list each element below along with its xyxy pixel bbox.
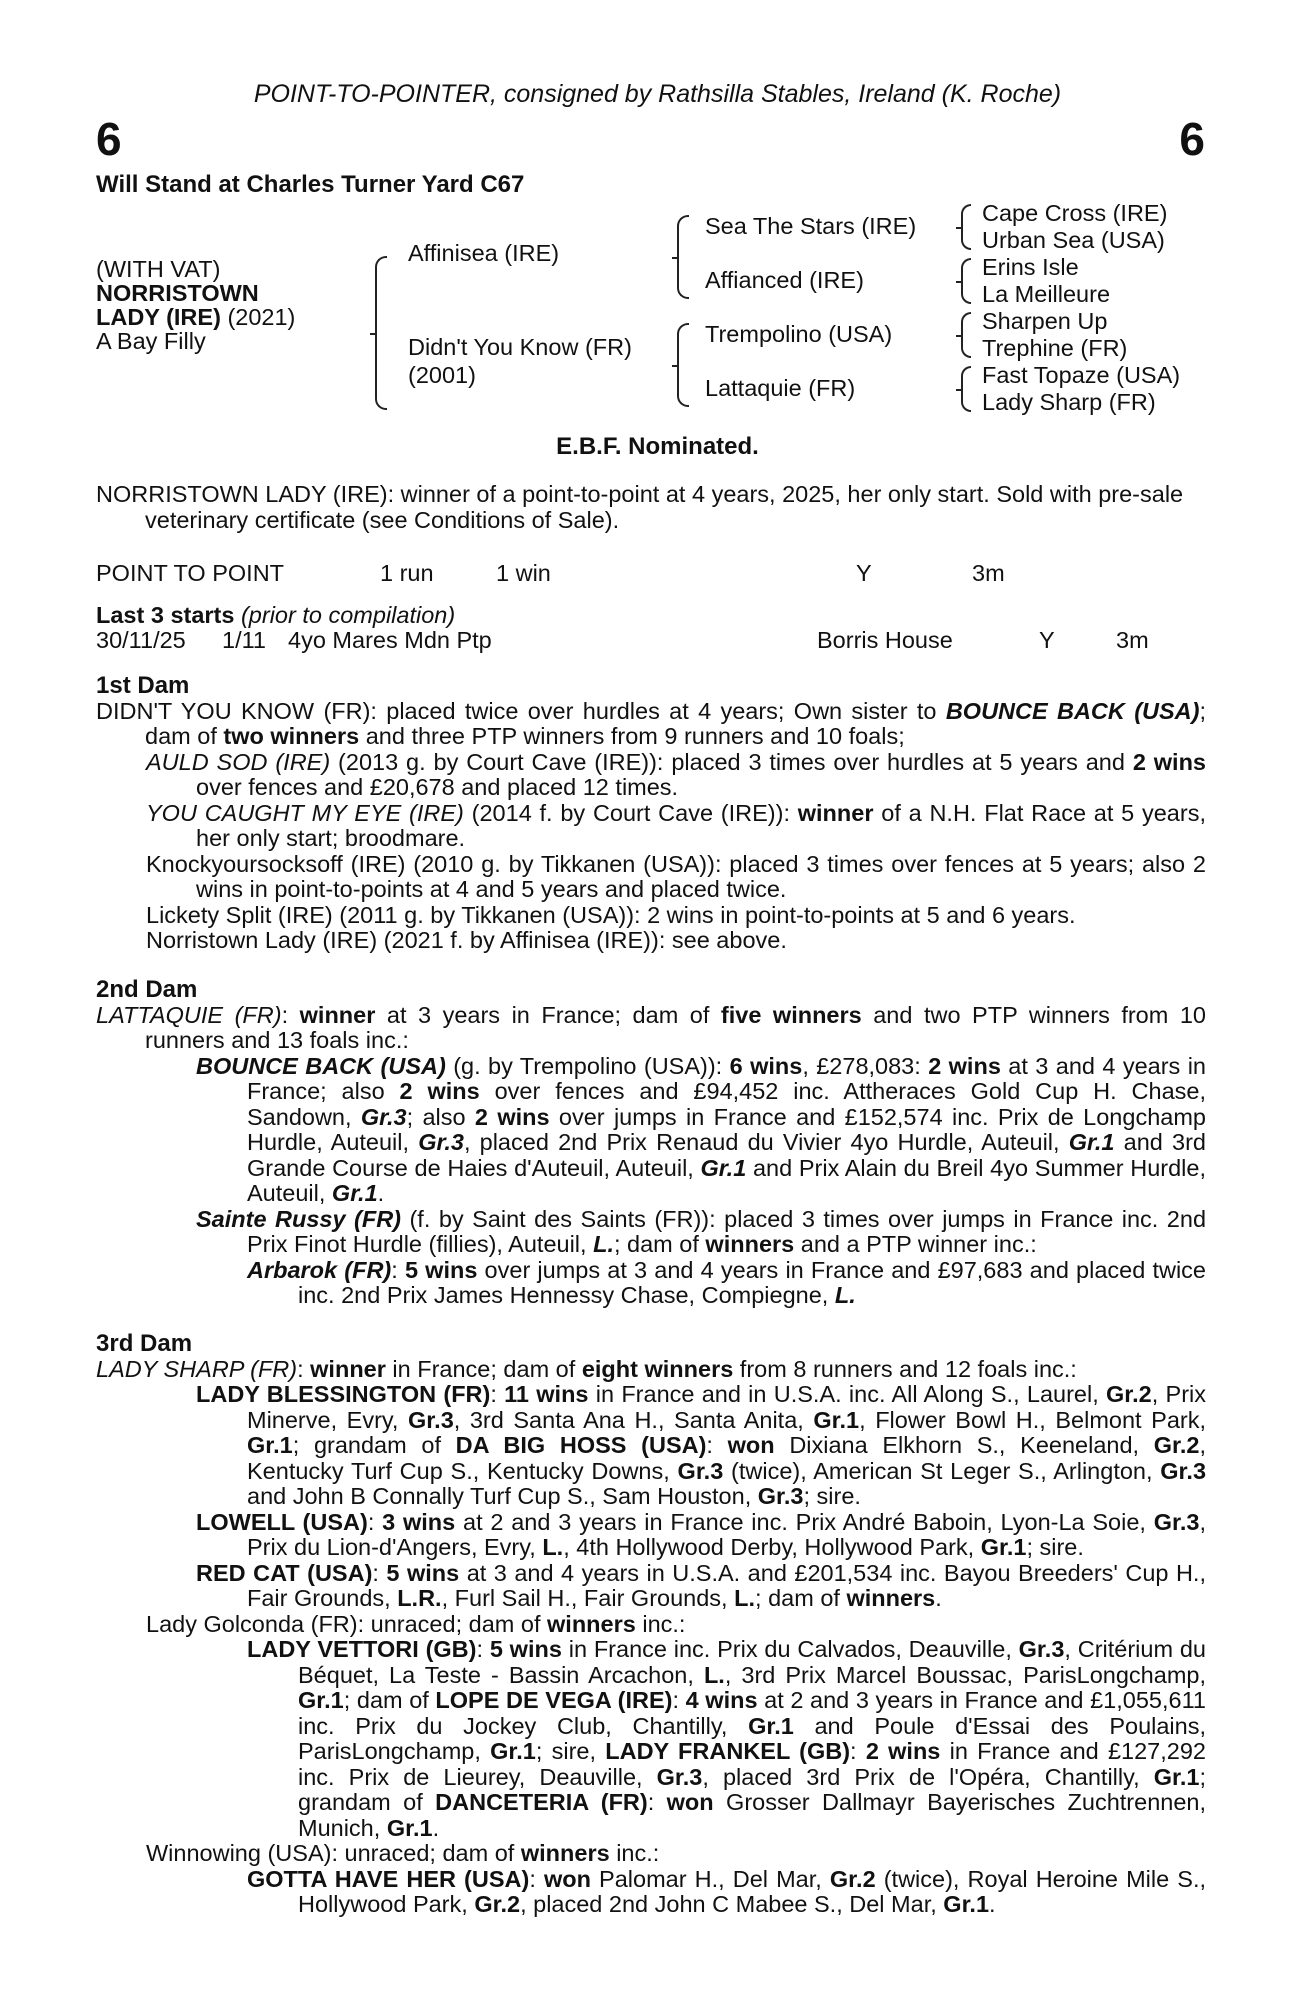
text: Gr.3 (656, 1763, 703, 1790)
produce-entry (96, 801, 1206, 852)
text: . (432, 1814, 440, 1841)
text: (twice), Royal Heroine Mile S., Hollywood Park, (298, 1865, 1206, 1917)
pedigree-brace-sire (677, 215, 689, 299)
text: and Prix Alain du Breil 4yo Summer Hurdle, Auteuil, (247, 1154, 1206, 1206)
text: 2 wins (865, 1738, 941, 1764)
text: , placed 2nd John C Mabee S., Del Mar, (520, 1891, 944, 1917)
pedigree-brace-g4 (961, 366, 971, 412)
third-dam-section (96, 1331, 1206, 1918)
text: , Critérium du Béquet, La Teste - Bassin Arcachon, (298, 1636, 1206, 1688)
text: 3 wins (382, 1508, 456, 1535)
text: : (490, 1381, 505, 1407)
stand-location: Will Stand at Charles Turner Yard C67 (96, 171, 525, 198)
text: two winners (223, 723, 360, 749)
text: : (476, 1636, 490, 1662)
last-start-position: 1/11 (222, 627, 266, 653)
text: : (281, 1001, 300, 1028)
text: Gr.1 (1068, 1129, 1115, 1155)
text: winners (705, 1231, 795, 1257)
dam-dam-name: Lattaquie (FR) (705, 375, 856, 401)
second-dam-section (96, 977, 1206, 1309)
text: Gr.1 (331, 1180, 378, 1206)
horse-year: (2021) (227, 304, 296, 330)
record-runs: 1 run (380, 560, 434, 586)
text: Gr.1 (386, 1814, 433, 1841)
text: : (529, 1865, 544, 1892)
text: L. (834, 1282, 856, 1308)
text: L. (593, 1231, 614, 1257)
text: , 4th Hollywood Derby, Hollywood Park, (563, 1534, 981, 1560)
text: inc.: (635, 1610, 686, 1637)
horse-name-line1: NORRISTOWN (96, 280, 259, 306)
text: and Poule d'Essai des Poulains, ParisLongchamp, (298, 1712, 1206, 1764)
text: from 8 runners and 12 foals inc.: (733, 1355, 1077, 1382)
text: (2013 g. by Court Cave (IRE)): placed 3 times over hurdles at 5 years and (330, 748, 1133, 775)
record-distance: 3m (972, 560, 1005, 586)
pedigree-brace-dam (677, 323, 689, 407)
text: L. (542, 1534, 564, 1560)
text: 4 wins (685, 1687, 758, 1713)
text: winner (310, 1355, 386, 1382)
text: ; dam of (613, 1231, 706, 1257)
pedigree-brace-g1 (961, 204, 971, 250)
ancestor-g5: Sharpen Up (982, 308, 1108, 334)
text: : (297, 1355, 311, 1382)
text: winner (299, 1001, 376, 1028)
text: LADY FRANKEL (GB) (605, 1738, 851, 1764)
last-starts-heading (96, 602, 455, 629)
text: LADY BLESSINGTON (FR) (196, 1381, 491, 1407)
produce-entry (96, 1510, 1206, 1561)
ancestor-g6: Trephine (FR) (982, 335, 1128, 361)
text: Arbarok (FR) (247, 1256, 392, 1283)
produce-entry (96, 1382, 1206, 1510)
text: at 3 and 4 years in France; also (247, 1052, 1206, 1104)
text: won (543, 1865, 591, 1892)
produce-entry: Norristown Lady (IRE) (2021 f. by Affinisea (IRE)): see above. (146, 927, 787, 953)
text: GOTTA HAVE HER (USA) (247, 1865, 530, 1892)
text: Gr.2 (829, 1865, 876, 1892)
first-dam-heading: 1st Dam (96, 672, 190, 699)
second-dam-entry (96, 1003, 1206, 1054)
dam-sire-name: Trempolino (USA) (705, 321, 893, 347)
produce-entry (96, 1841, 1206, 1867)
produce-entry (96, 1867, 1206, 1918)
text: (twice), American St Leger S., Arlington, (723, 1457, 1161, 1484)
text: (f. by Saint des Saints (FR)): placed 3 times over jumps in France inc. 2nd Prix Finot Hurdle (fillies), Auteuil, (247, 1205, 1207, 1257)
dam-name: Didn't You Know (FR) (408, 334, 632, 360)
sire-sire-name: Sea The Stars (IRE) (705, 213, 917, 239)
text: in France inc. Prix du Calvados, Deauville, (561, 1636, 1019, 1662)
vat-note: (WITH VAT) (96, 256, 221, 282)
text: : (372, 1559, 387, 1586)
ebf-nominated: E.B.F. Nominated. (556, 433, 759, 460)
text: Gr.1 (1153, 1763, 1200, 1790)
produce-entry (96, 1637, 1206, 1841)
pedigree-brace-main (375, 256, 387, 410)
lot-number-right: 6 (1179, 113, 1205, 165)
horse-name-line2: LADY (IRE) (96, 304, 221, 330)
second-dam-heading: 2nd Dam (96, 976, 198, 1003)
text: over jumps in France and £152,574 inc. Prix de Longchamp Hurdle, Auteuil, (247, 1103, 1206, 1155)
text: at 3 and 4 years in U.S.A. and £201,534 inc. Bayou Breeders' Cup H., Fair Grounds, (247, 1559, 1206, 1611)
text: . (989, 1891, 996, 1917)
produce-entry (96, 1258, 1206, 1309)
text: at 2 and 3 years in France and £1,055,611 inc. Prix du Jockey Club, Chantilly, (298, 1687, 1206, 1739)
text: : (391, 1256, 405, 1283)
text: 5 wins (404, 1256, 478, 1283)
produce-entry (96, 1561, 1206, 1612)
record-going: Y (856, 560, 872, 586)
text: ; grandam of (292, 1432, 456, 1458)
text: ; grandam of (298, 1763, 1206, 1815)
text: Gr.1 (943, 1891, 990, 1917)
text: , placed 3rd Prix de l'Opéra, Chantilly, (702, 1763, 1154, 1790)
sire-name: Affinisea (IRE) (408, 240, 560, 266)
text: Gr.3 (1153, 1508, 1200, 1535)
pedigree-brace-g2 (961, 258, 971, 304)
record-label: POINT TO POINT (96, 560, 285, 586)
text: , Flower Bowl H., Belmont Park, (859, 1406, 1206, 1433)
text: Gr.1 (980, 1534, 1027, 1560)
text: : (706, 1432, 728, 1458)
text: Gr.1 (700, 1154, 747, 1181)
third-dam-heading: 3rd Dam (96, 1330, 193, 1357)
text: LOPE DE VEGA (IRE) (435, 1687, 673, 1713)
text: L.R. (397, 1585, 442, 1611)
text: at 3 years in France; dam of (375, 1001, 721, 1028)
consignor-line: POINT-TO-POINTER, consigned by Rathsilla Stables, Ireland (K. Roche) (253, 80, 1062, 108)
text: over fences and £20,678 and placed 12 times. (196, 774, 679, 800)
first-dam-entry (96, 699, 1206, 750)
text: ; dam of (145, 697, 1206, 749)
text: Gr.2 (1106, 1381, 1152, 1407)
text: won (727, 1432, 775, 1458)
pedigree-brace-g3 (961, 312, 971, 358)
last-starts-title: Last 3 starts (96, 602, 235, 628)
last-starts-note: (prior to compilation) (240, 602, 456, 628)
text: 5 wins (489, 1636, 562, 1662)
text: : (672, 1687, 686, 1713)
text: (g. by Trempolino (USA)): (445, 1052, 730, 1079)
text: Gr.3 (677, 1457, 724, 1484)
text: in France and in U.S.A. inc. All Along S., Laurel, (588, 1381, 1106, 1407)
text: at 2 and 3 years in France inc. Prix André Baboin, Lyon-La Soie, (455, 1508, 1154, 1535)
text: Gr.3 (1018, 1636, 1065, 1662)
lot-number-left: 6 (96, 113, 122, 165)
text: and 3rd Grande Course de Haies d'Auteuil, Auteuil, (247, 1129, 1206, 1181)
text: ; sire. (803, 1483, 861, 1509)
text: , Kentucky Turf Cup S., Kentucky Downs, (247, 1432, 1207, 1484)
ancestor-g1: Cape Cross (IRE) (982, 200, 1168, 226)
text: DA BIG HOSS (USA) (455, 1432, 707, 1458)
ancestor-g8: Lady Sharp (FR) (982, 389, 1156, 415)
text: ; dam of (755, 1585, 847, 1611)
text: DANCETERIA (FR) (435, 1789, 648, 1815)
text: inc.: (609, 1840, 660, 1866)
text: L. (703, 1661, 725, 1688)
text: 5 wins (386, 1559, 460, 1586)
text: Gr.3 (360, 1103, 407, 1130)
text: Gr.3 (1160, 1457, 1207, 1484)
text: in France; dam of (385, 1355, 582, 1382)
text: Gr.1 (748, 1712, 794, 1739)
text: LADY VETTORI (GB) (247, 1636, 477, 1662)
text: , £278,083: (802, 1052, 929, 1079)
text: ; dam of (343, 1687, 436, 1713)
text: eight winners (581, 1355, 734, 1382)
text: . (377, 1180, 385, 1206)
text: LATTAQUIE (FR) (96, 1001, 282, 1028)
first-dam-section (96, 673, 1206, 954)
text: in France and £127,292 inc. Prix de Lieurey, Deauville, (298, 1738, 1206, 1790)
horse-summary: NORRISTOWN LADY (IRE): winner of a point-to-point at 4 years, 2025, her only start. Sold with pre-sale veterinary certificate (see Conditions of Sale). (96, 481, 1184, 533)
text: , Furl Sail H., Fair Grounds, (441, 1585, 735, 1611)
text: 2 wins (399, 1078, 480, 1104)
text: (2014 f. by Court Cave (IRE)): (463, 799, 798, 826)
text: RED CAT (USA) (196, 1559, 373, 1586)
text: AULD SOD (IRE) (146, 748, 331, 775)
text: over fences and £94,452 inc. Attheraces Gold Cup H. Chase, Sandown, (247, 1078, 1206, 1130)
produce-entry (96, 1612, 1206, 1638)
text: Gr.1 (813, 1406, 860, 1433)
text: winners (520, 1840, 610, 1866)
sire-dam-name: Affianced (IRE) (705, 267, 864, 293)
text: LOWELL (USA) (196, 1508, 368, 1535)
text: five winners (720, 1001, 862, 1028)
horse-identity (96, 257, 295, 353)
text: 2 wins (474, 1103, 550, 1130)
text: : (367, 1508, 383, 1535)
text: winners (547, 1610, 636, 1637)
text: BOUNCE BACK (USA) (945, 697, 1200, 724)
text: Palomar H., Del Mar, (590, 1865, 830, 1892)
produce-entry: Lickety Split (IRE) (2011 g. by Tikkanen (USA)): 2 wins in point-to-points at 5 and 6 years. (146, 901, 1076, 928)
text: , 3rd Prix Marcel Boussac, ParisLongchamp, (724, 1661, 1206, 1688)
record-wins: 1 win (496, 560, 551, 586)
produce-entry: Knockyoursocksoff (IRE) (2010 g. by Tikkanen (USA)): placed 3 times over fences at 5 years; also 2 wins in point-to-points at 4 and 5 years and placed twice. (146, 850, 1206, 902)
text: , placed 2nd Prix Renaud du Vivier 4yo Hurdle, Auteuil, (463, 1129, 1069, 1155)
ancestor-g4: La Meilleure (982, 281, 1111, 307)
text: won (666, 1789, 714, 1815)
text: Gr.3 (408, 1406, 454, 1433)
text: BOUNCE BACK (USA) (196, 1052, 446, 1079)
text: , 3rd Santa Ana H., Santa Anita, (453, 1406, 814, 1433)
text: Gr.1 (247, 1432, 293, 1458)
text: : (647, 1789, 667, 1815)
produce-entry (96, 1207, 1206, 1258)
ancestor-g2: Urban Sea (USA) (982, 227, 1165, 253)
text: 2 wins (1132, 748, 1206, 775)
text: 2 wins (928, 1052, 1001, 1079)
ancestor-g3: Erins Isle (982, 254, 1079, 280)
text: : (850, 1738, 866, 1764)
last-start-course: Borris House (817, 627, 953, 653)
text: Gr.1 (298, 1687, 344, 1713)
ancestor-g7: Fast Topaze (USA) (982, 362, 1181, 388)
last-start-going: Y (1039, 627, 1055, 653)
text: and a PTP winner inc.: (794, 1231, 1037, 1257)
text: ; sire, (535, 1738, 606, 1764)
text: Sainte Russy (FR) (196, 1205, 401, 1232)
text: 6 wins (729, 1052, 803, 1079)
text: Dixiana Elkhorn S., Keeneland, (774, 1432, 1154, 1458)
text: Gr.1 (490, 1738, 536, 1764)
text: , Prix du Lion-d'Angers, Evry, (247, 1508, 1206, 1560)
text: Gr.2 (1153, 1432, 1200, 1458)
text: Gr.3 (757, 1483, 804, 1509)
text: Grosser Dallmayr Bayerisches Zuchtrennen, Munich, (298, 1789, 1206, 1841)
text: of a N.H. Flat Race at 5 years, her only start; broodmare. (196, 799, 1206, 851)
produce-entry (96, 1054, 1206, 1207)
third-dam-entry (96, 1357, 1206, 1383)
horse-description: A Bay Filly (96, 328, 206, 354)
text: , Prix Minerve, Evry, (247, 1381, 1206, 1433)
text: DIDN'T YOU KNOW (FR): placed twice over hurdles at 4 years; Own sister to (96, 697, 946, 724)
text: YOU CAUGHT MY EYE (IRE) (146, 799, 464, 826)
dam-year: (2001) (408, 362, 476, 388)
text: and John B Connally Turf Cup S., Sam Houston, (247, 1483, 758, 1509)
text: Gr.3 (418, 1129, 464, 1155)
text: LADY SHARP (FR) (96, 1355, 298, 1382)
produce-entry (96, 750, 1206, 801)
text: L. (734, 1585, 756, 1611)
last-start-date: 30/11/25 (96, 627, 186, 653)
text: over jumps at 3 and 4 years in France and £97,683 and placed twice inc. 2nd Prix James Hennessy Chase, Compiegne, (298, 1256, 1206, 1308)
text: Gr.2 (474, 1891, 521, 1917)
text: and two PTP winners from 10 runners and 13 foals inc.: (145, 1001, 1206, 1053)
text: winners (846, 1585, 936, 1611)
text: Winnowing (USA): unraced; dam of (146, 1840, 521, 1866)
text: . (935, 1585, 942, 1611)
text: ; sire. (1026, 1534, 1084, 1560)
text: winner (797, 799, 874, 826)
text: Lady Golconda (FR): unraced; dam of (146, 1610, 548, 1637)
text: ; also (406, 1103, 475, 1130)
text: and three PTP winners from 9 runners and 10 foals; (359, 723, 905, 749)
last-start-distance: 3m (1116, 627, 1149, 653)
last-start-race: 4yo Mares Mdn Ptp (288, 627, 492, 653)
text: 11 wins (504, 1381, 589, 1407)
